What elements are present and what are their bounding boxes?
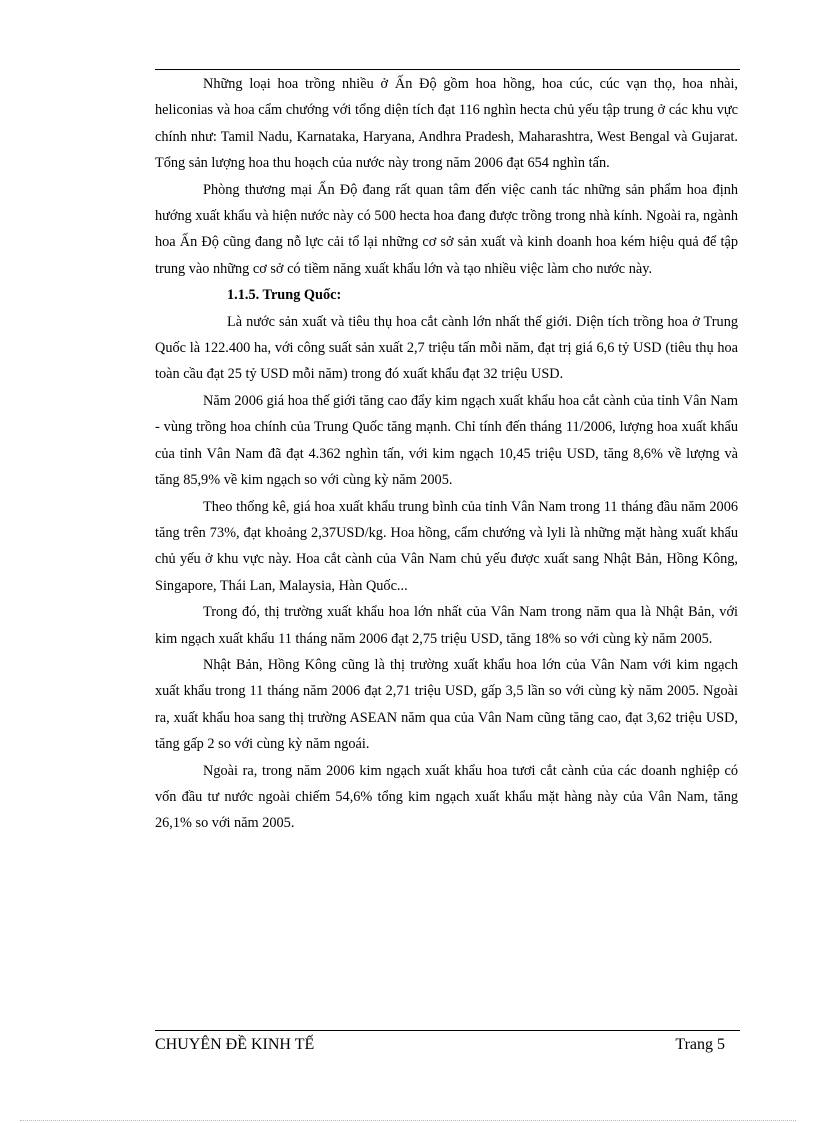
page-bottom-border — [20, 1120, 796, 1121]
section-heading-china: 1.1.5. Trung Quốc: — [227, 287, 342, 304]
header-rule — [155, 69, 740, 70]
paragraph-china-2006: Năm 2006 giá hoa thế giới tăng cao đẩy kim ngạch xuất khẩu hoa cắt cành của tỉnh Vân Nam - vùng trồng hoa chính của Trung Quốc tăng mạnh. Chỉ tính đến tháng 11/2006, lượng hoa xuất khẩu của tỉnh Vân Nam đã đạt 4.362 nghìn tấn, với kim ngạch 10,45 triệu USD, tăng 8,6% về lượng và tăng 85,9% về kim ngạch so với cùng kỳ năm 2005. — [155, 392, 738, 489]
paragraph-china-stats: Theo thống kê, giá hoa xuất khẩu trung bình của tỉnh Vân Nam trong 11 tháng đầu năm 2006 tăng trên 73%, đạt khoảng 2,37USD/kg. Hoa hồng, cẩm chướng và lyli là những mặt hàng xuất khẩu chủ yếu ở khu vực này. Hoa cắt cành của Vân Nam chủ yếu được xuất sang Nhật Bản, Hồng Kông, Singapore, Thái Lan, Malaysia, Hàn Quốc... — [155, 498, 738, 594]
paragraph-china-hongkong: Nhật Bản, Hồng Kông cũng là thị trường xuất khẩu hoa lớn của Vân Nam với kim ngạch xuất khẩu trong 11 tháng năm 2006 đạt 2,71 triệu USD, gấp 3,5 lần so với cùng kỳ năm 2005. Ngoài ra, xuất khẩu hoa sang thị trường ASEAN năm qua của Vân Nam cũng tăng cao, đạt 3,62 triệu USD, tăng gấp 2 so với cùng kỳ năm ngoái. — [155, 656, 738, 753]
paragraph-china-overview: Là nước sản xuất và tiêu thụ hoa cắt cành lớn nhất thế giới. Diện tích trồng hoa ở Trung Quốc là 122.400 ha, với công suất sản xuất 2,7 triệu tấn mỗi năm, đạt trị giá 6,6 tỷ USD (tiêu thụ hoa toàn cầu đạt 25 tỷ USD mỗi năm) trong đó xuất khẩu đạt 32 triệu USD. — [155, 313, 738, 383]
page-number: Trang 5 — [675, 1036, 725, 1053]
paragraph-india-trade: Phòng thương mại Ấn Độ đang rất quan tâm đến việc canh tác những sản phẩm hoa định hướng xuất khẩu và hiện nước này có 500 hecta hoa đang được trồng trong nhà kính. Ngoài ra, ngành hoa Ấn Độ cũng đang nỗ lực cải tổ lại những cơ sở sản xuất và kinh doanh hoa kém hiệu quả để tập trung vào những cơ sở có tiềm năng xuất khẩu lớn và tạo nhiều việc làm cho nước này. — [155, 181, 738, 277]
page-footer — [155, 1036, 725, 1054]
paragraph-china-japan: Trong đó, thị trường xuất khẩu hoa lớn nhất của Vân Nam trong năm qua là Nhật Bản, với kim ngạch xuất khẩu 11 tháng năm 2006 đạt 2,75 triệu USD, tăng 18% so với cùng kỳ năm 2005. — [155, 604, 738, 647]
paragraph-china-fdi: Ngoài ra, trong năm 2006 kim ngạch xuất khẩu hoa tươi cắt cành của các doanh nghiệp có vốn đầu tư nước ngoài chiếm 54,6% tổng kim ngạch xuất khẩu mặt hàng này của Vân Nam, tăng 26,1% so với năm 2005. — [155, 762, 738, 832]
footer-rule — [155, 1030, 740, 1031]
page-body — [155, 71, 738, 837]
paragraph-india-flowers: Những loại hoa trồng nhiều ở Ấn Độ gồm hoa hồng, hoa cúc, cúc vạn thọ, hoa nhài, heliconias và hoa cẩm chướng với tổng diện tích đạt 116 nghìn hecta chủ yếu tập trung ở các khu vực chính như: Tamil Nadu, Karnataka, Haryana, Andhra Pradesh, Maharashtra, West Bengal và Gujarat. Tổng sản lượng hoa thu hoạch của nước này trong năm 2006 đạt 654 nghìn tấn. — [155, 76, 738, 172]
footer-title: CHUYÊN ĐỀ KINH TẾ — [155, 1036, 315, 1053]
